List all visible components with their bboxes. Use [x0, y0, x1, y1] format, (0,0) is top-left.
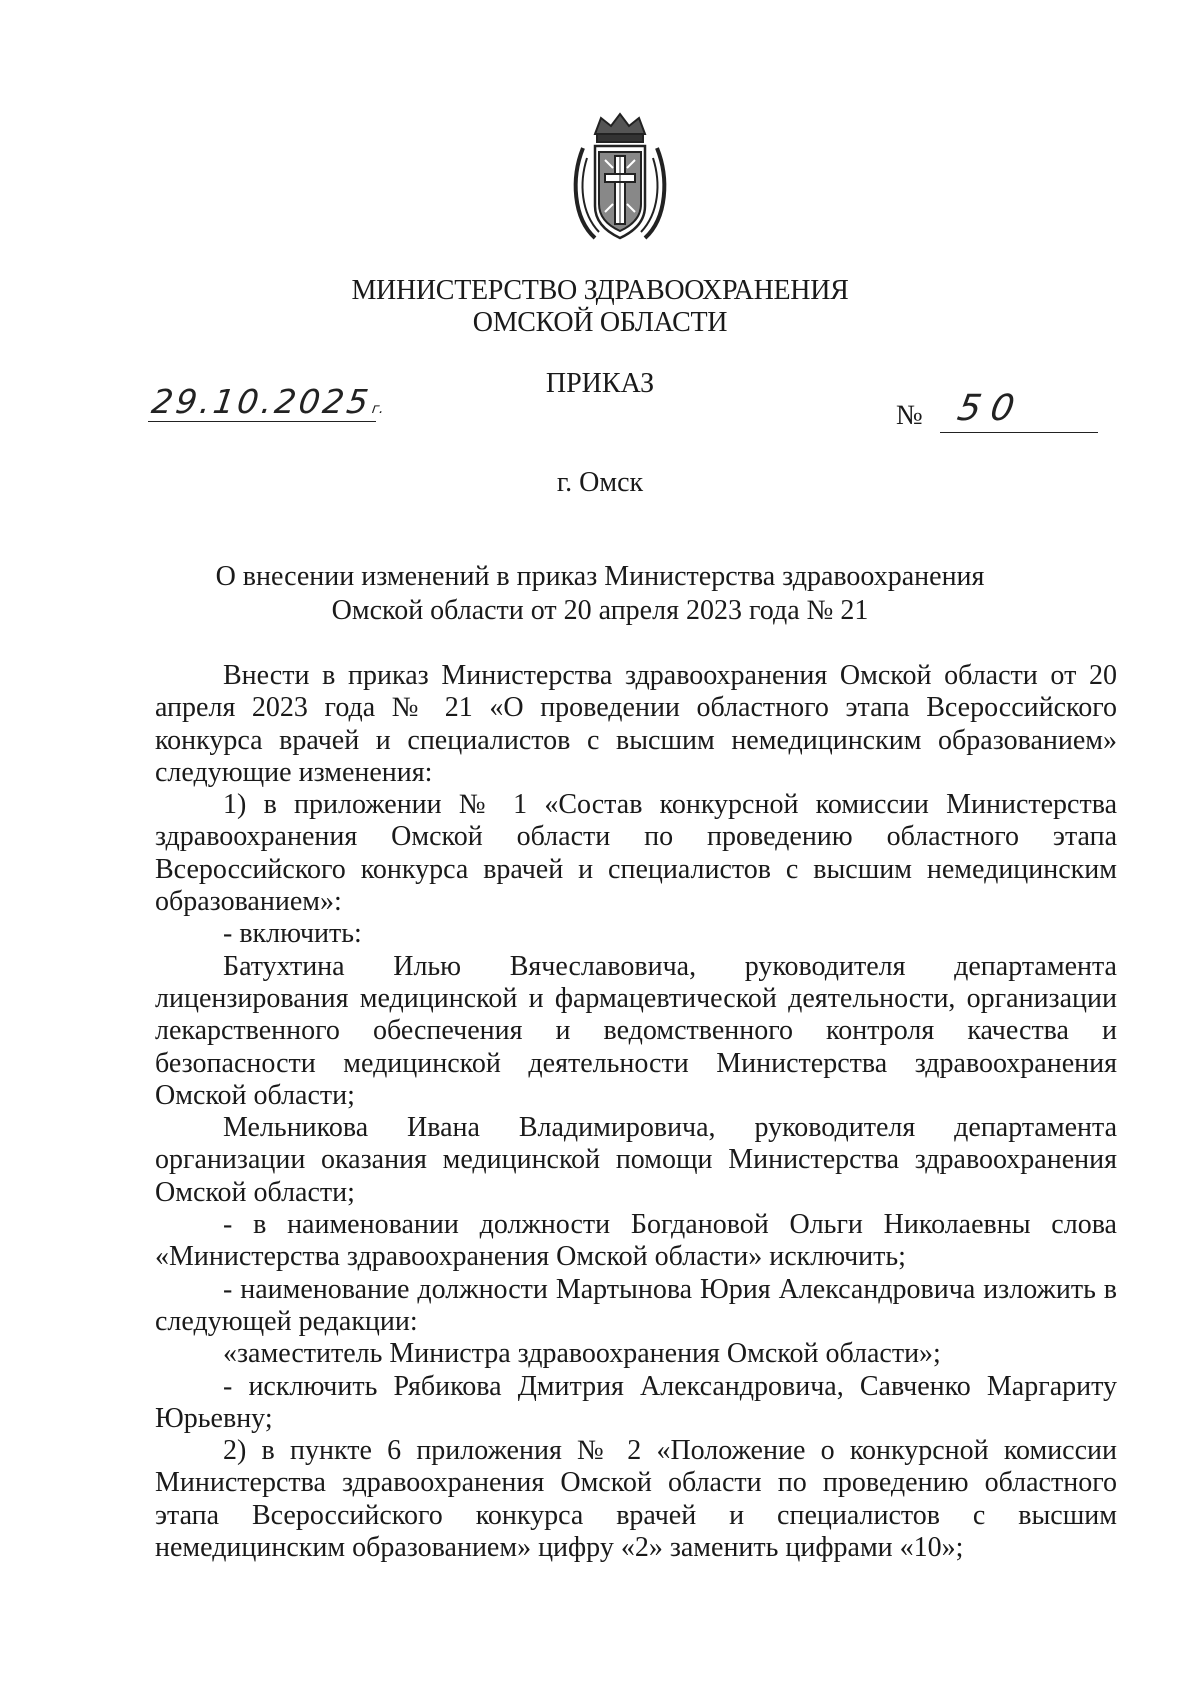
ministry-name-line1: МИНИСТЕРСТВО ЗДРАВООХРАНЕНИЯ [351, 275, 849, 306]
subject-line2: Омской области от 20 апреля 2023 года № 21 [331, 595, 869, 626]
city-name: г. Омск [556, 467, 644, 498]
document-body [155, 660, 1117, 1564]
handwritten-number: 50 [954, 388, 1028, 429]
document-type: ПРИКАЗ [545, 368, 655, 399]
paragraph: - включить: [223, 918, 362, 950]
handwritten-date [149, 382, 387, 421]
coat-of-arms-icon [565, 108, 675, 248]
paragraph: «заместитель Министра здравоохранения Омской области»; [223, 1338, 941, 1370]
paragraph: 1) в приложении № 1 «Состав конкурсной комиссии Министерства здравоохранения Омской области по проведению областного этапа Всероссийского конкурса врачей и специалистов с высшим немедицинским образованием»: [155, 789, 1117, 918]
paragraph: Батухтина Илью Вячеславовича, руководителя департамента лицензирования медицинской и фармацевтической деятельности, организации лекарственного обеспечения и ведомственного контроля качества и безопасности медицинской деятельности Министерства здравоохранения Омской области; [155, 950, 1117, 1111]
paragraph: Мельникова Ивана Владимировича, руководителя департамента организации оказания медицинской помощи Министерства здравоохранения Омской области; [155, 1112, 1117, 1208]
paragraph: - наименование должности Мартынова Юрия Александровича изложить в следующей редакции: [155, 1273, 1117, 1337]
paragraph: - в наименовании должности Богдановой Ольги Николаевны слова «Министерства здравоохранения Омской области» исключить; [155, 1209, 1117, 1273]
subject-line1: О внесении изменений в приказ Министерства здравоохранения [215, 561, 985, 592]
date-suffix: г. [370, 401, 385, 417]
paragraph: - исключить Рябикова Дмитрия Александровича, Савченко Маргариту Юрьевну; [155, 1370, 1117, 1434]
ministry-name-line2: ОМСКОЙ ОБЛАСТИ [472, 307, 728, 338]
date-value: 29.10.2025 [149, 382, 374, 421]
number-underline [940, 432, 1098, 433]
paragraph: Внести в приказ Министерства здравоохранения Омской области от 20 апреля 2023 года № 21 «О проведении областного этапа Всероссийского конкурса врачей и специалистов с высшим немедицинским образованием» следующие изменения: [155, 660, 1117, 788]
date-underline [148, 421, 376, 422]
number-sign: № [896, 400, 923, 431]
paragraph: 2) в пункте 6 приложения № 2 «Положение о конкурсной комиссии Министерства здравоохранения Омской области по проведению областного этапа Всероссийского конкурса врачей и специалистов с высшим немедицинским образованием» цифру «2» заменить цифрами «10»; [155, 1435, 1117, 1564]
document-subject [0, 560, 1200, 628]
